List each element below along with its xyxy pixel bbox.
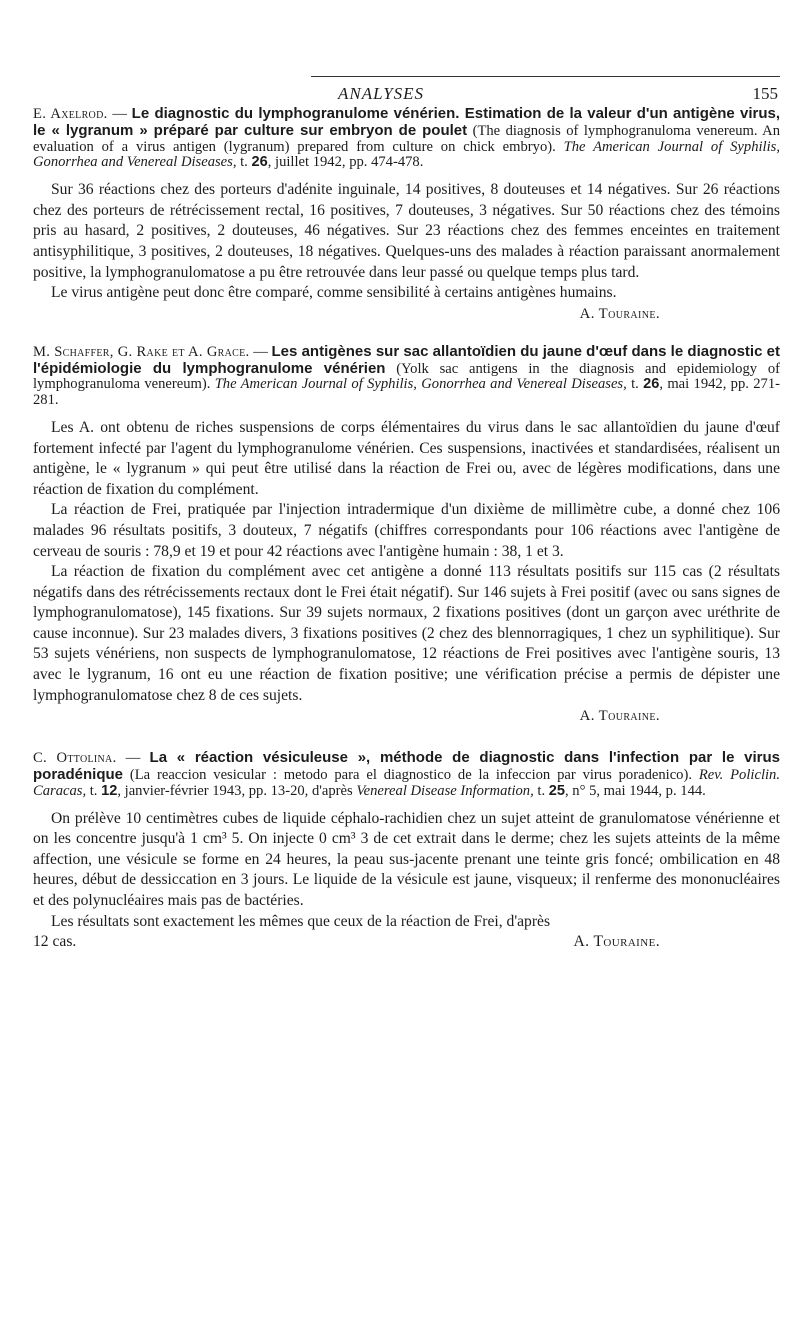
article-translation: (The diagnosis of lymphogranuloma venereum. An evaluation of a virus antigen (lygranum) prepared from culture on chick embryo). bbox=[33, 122, 780, 155]
journal-name: The American Journal of Syphilis, Gonorrhea and Venereal Diseases, bbox=[33, 138, 780, 171]
article-author: E. Axelrod. bbox=[33, 106, 108, 122]
article-author: C. Ottolina. bbox=[33, 750, 117, 767]
volume-number: 12 bbox=[101, 782, 118, 799]
citation-details: , n° 5, mai 1944, p. 144. bbox=[564, 782, 706, 799]
citation-details: , mai 1942, pp. 271-281. bbox=[33, 376, 780, 409]
volume-prefix: t. bbox=[236, 154, 252, 171]
signature-text: A. Touraine. bbox=[579, 708, 660, 725]
running-title: ANALYSES bbox=[337, 84, 425, 103]
article-title: Les antigènes sur sac allantoïdien du jaune d'œuf dans le diagnostic et l'épidémiologie du lymphogranulome vénérien bbox=[33, 342, 780, 377]
citation-middle: , janvier-février 1943, pp. 13-20, d'après bbox=[117, 782, 357, 799]
article-author: M. Schaffer, G. Rake et A. Grace. bbox=[33, 343, 250, 360]
article-translation: (La reaccion vesicular : metodo para el diagnostico de la infeccion par virus poradenico). bbox=[123, 767, 699, 784]
article-translation: (Yolk sac antigens in the diagnosis and epidemiology of lymphogranuloma venereum). bbox=[33, 360, 780, 393]
article-heading bbox=[33, 750, 780, 799]
dash: — bbox=[116, 750, 150, 767]
reviewer-signature bbox=[33, 706, 780, 726]
volume-prefix: t. bbox=[626, 376, 644, 393]
journal-name-secondary: Venereal Disease Information, bbox=[356, 782, 534, 799]
article-paragraph: Sur 36 réactions chez des porteurs d'adénite inguinale, 14 positives, 8 douteuses et 14 négatives. Sur 26 réactions chez des porteurs de rétrécissement rectal, 16 positives, 7 douteuses, 3 négatives. Sur 50 réactions chez des témoins pris au hasard, 2 positives, 2 douteuses, 46 négatives. Sur 23 réactions chez des femmes enceintes en traitement antisyphilitique, 3 positives, 2 douteuses, 18 négatives. Quelques-uns des malades à réaction paraissant anormalement positive, la lymphogranulomatose a pu être retrouvée dans leur passé ou quelque temps plus tard. bbox=[33, 181, 780, 281]
volume-prefix: t. bbox=[86, 782, 102, 799]
article-heading bbox=[33, 344, 780, 409]
reviewer-signature bbox=[33, 304, 780, 324]
dash: — bbox=[249, 343, 272, 360]
page-number: 155 bbox=[752, 84, 778, 103]
article-ottolina bbox=[33, 750, 780, 953]
volume-number: 26 bbox=[251, 154, 268, 171]
article-paragraph: Les A. ont obtenu de riches suspensions de corps élémentaires du virus dans le sac allantoïdien du jaune d'œuf fortement infecté par l'agent du lymphogranulome vénérien. Ces suspensions, inactivées et standardisées, réalisent un antigène, le « lygranum » qui peut être utilisé dans la réaction de Frei ou, avec de légères modifications, dans une réaction de fixation du complément. bbox=[33, 418, 780, 498]
journal-name: Rev. Policlin. Caracas, bbox=[33, 767, 780, 799]
article-heading bbox=[33, 106, 780, 171]
article-title: Le diagnostic du lymphogranulome vénérien. Estimation de la valeur d'un antigène virus, le « lygranum » préparé par culture sur embryon de poulet bbox=[33, 105, 781, 139]
article-paragraph: La réaction de Frei, pratiquée par l'injection intradermique d'un dixième de millimètre cube, a donné chez 106 malades 96 résultats positifs, 3 douteux, 7 négatifs (chiffres correspondants pour 106 réactions avec l'antigène de cerveau de souris : 78,9 et 19 et pour 42 réactions avec l'antigène humain : 38, 1 et 3. bbox=[33, 501, 780, 560]
signature-text: A. Touraine. bbox=[579, 305, 660, 322]
journal-name: The American Journal of Syphilis, Gonorrhea and Venereal Diseases, bbox=[214, 376, 627, 393]
running-header bbox=[33, 0, 780, 106]
dash: — bbox=[107, 106, 132, 122]
article-paragraph: Le virus antigène peut donc être comparé, comme sensibilité à certains antigènes humains. bbox=[51, 284, 617, 302]
volume-number: 26 bbox=[643, 376, 660, 393]
article-paragraph: La réaction de fixation du complément avec cet antigène a donné 113 résultats positifs sur 115 cas (2 résultats négatifs dans des rétrécissements rectaux dont le Frei était négatif). Sur 146 sujets à Frei positif (avec ou sans signes de lymphogranulomatose), 145 fixations. Sur 39 sujets normaux, 2 fixations positives (dont un garçon avec uréthrite de cause inconnue). Sur 23 malades divers, 3 fixations positives (2 chez des blennorragiques, 1 chez un syphilitique). Sur 53 sujets vénériens, non suspects de lymphogranulomatose, 12 réactions de Frei positives avec l'antigène souris, 13 avec le lygranum, 16 ont eu une réaction de fixation positive; une vérification précise a permis de dépister une lymphogranulomatose chez 8 de ces sujets. bbox=[33, 563, 780, 704]
page bbox=[33, 0, 780, 953]
article-axelrod bbox=[33, 106, 780, 324]
volume-number-secondary: 25 bbox=[548, 782, 565, 799]
article-paragraph: On prélève 10 centimètres cubes de liquide céphalo-rachidien chez un sujet atteint de granulomatose vénérienne et on les concentre jusqu'à 1 cm³ 5. On injecte 0 cm³ 3 de cet extrait dans le derme; chez les sujets atteints de la même affection, une vésicule se forme en 24 heures, la peau sus-jacente prenant une teinte gris foncé; ombilication en 48 heures, début de dessiccation en 3 jours. Le liquide de la vésicule est jaune, visqueux; il renferme des mononucléaires et des polynucléaires mais pas de bactéries. bbox=[33, 809, 780, 910]
citation-details: , juillet 1942, pp. 474-478. bbox=[267, 154, 424, 171]
article-schaffer bbox=[33, 344, 780, 727]
reviewer-signature: A. Touraine. bbox=[573, 933, 660, 951]
header-rule bbox=[311, 76, 780, 77]
article-paragraph: Les résultats sont exactement les mêmes que ceux de la réaction de Frei, d'après bbox=[51, 912, 551, 930]
closing-line bbox=[33, 932, 780, 953]
article-title: La « réaction vésiculeuse », méthode de diagnostic dans l'infection par le virus poradénique bbox=[33, 749, 780, 784]
volume-prefix-secondary: t. bbox=[533, 782, 549, 799]
closing-text: 12 cas. bbox=[33, 933, 77, 951]
